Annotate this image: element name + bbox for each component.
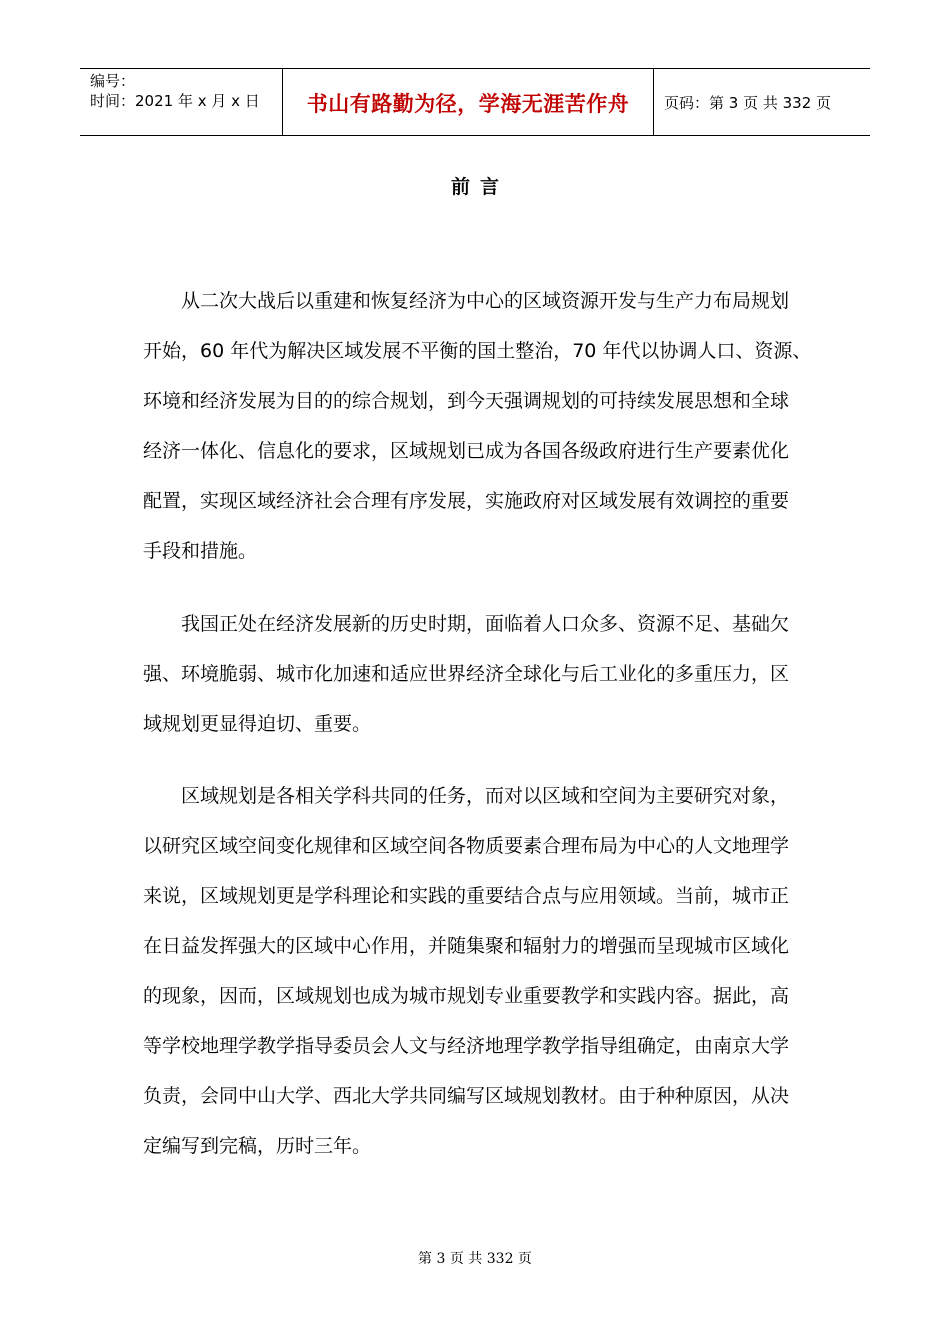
paragraph-line: 等学校地理学教学指导委员会人文与经济地理学教学指导组确定，由南京大学: [143, 1035, 790, 1057]
header-motto-cell: [282, 69, 654, 135]
number-label: 编号：: [90, 72, 136, 90]
paragraph-line: 的现象，因而，区域规划也成为城市规划专业重要教学和实践内容。据此，高: [143, 985, 790, 1007]
paragraph-line: 区域规划是各相关学科共同的任务，而对以区域和空间为主要研究对象，: [181, 785, 790, 807]
paragraph-line: 在日益发挥强大的区域中心作用，并随集聚和辐射力的增强而呈现城市区域化: [143, 935, 790, 957]
header-page-info: 页码：第 3 页 共 332 页: [664, 94, 832, 112]
paragraph-line: 我国正处在经济发展新的历史时期，面临着人口众多、资源不足、基础欠: [181, 613, 790, 635]
page-footer: 第 3 页 共 332 页: [418, 1251, 532, 1267]
page-title: 前言: [450, 176, 509, 198]
paragraph-line: 开始，60 年代为解决区域发展不平衡的国土整治，70 年代以协调人口、资源、: [143, 340, 812, 362]
paragraph-line: 强、环境脆弱、城市化加速和适应世界经济全球化与后工业化的多重压力，区: [143, 663, 790, 685]
paragraph-line: 配置，实现区域经济社会合理有序发展，实施政府对区域发展有效调控的重要: [143, 490, 790, 512]
motto-text: 书山有路勤为径，学海无涯苦作舟: [306, 92, 630, 116]
paragraph-line: 定编写到完稿，历时三年。: [143, 1135, 372, 1157]
paragraph-line: 环境和经济发展为目的的综合规划，到今天强调规划的可持续发展思想和全球: [143, 390, 790, 412]
time-label: 时间：2021 年 x 月 x 日: [90, 92, 260, 110]
header-meta-cell: [80, 69, 282, 135]
paragraph-line: 以研究区域空间变化规律和区域空间各物质要素合理布局为中心的人文地理学: [143, 835, 790, 857]
paragraph-line: 从二次大战后以重建和恢复经济为中心的区域资源开发与生产力布局规划: [181, 290, 790, 312]
paragraph-line: 经济一体化、信息化的要求，区域规划已成为各国各级政府进行生产要素优化: [143, 440, 790, 462]
page-header: [80, 68, 870, 136]
paragraph-line: 手段和措施。: [143, 540, 258, 562]
paragraph-line: 来说，区域规划更是学科理论和实践的重要结合点与应用领域。当前，城市正: [143, 885, 790, 907]
paragraph-line: 负责，会同中山大学、西北大学共同编写区域规划教材。由于种种原因，从决: [143, 1085, 790, 1107]
header-page-cell: [654, 69, 870, 135]
paragraph-line: 域规划更显得迫切、重要。: [143, 713, 372, 735]
